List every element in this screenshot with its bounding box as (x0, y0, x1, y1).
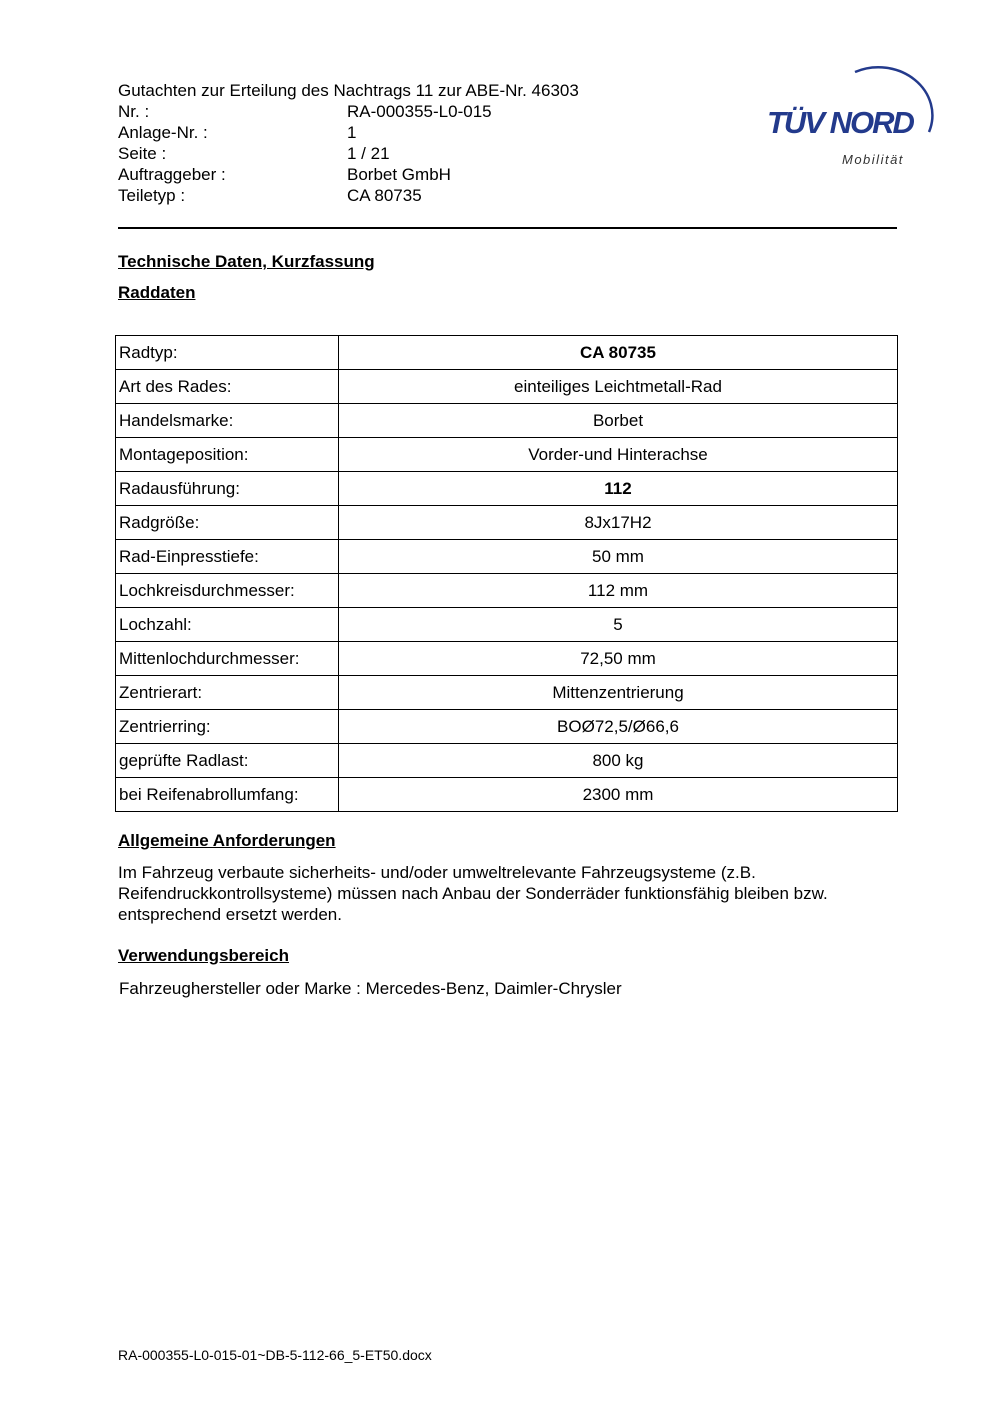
row-value: 72,50 mm (339, 642, 898, 676)
row-label: Zentrierring: (116, 710, 339, 744)
row-value: BOØ72,5/Ø66,6 (339, 710, 898, 744)
row-label: Mittenlochdurchmesser: (116, 642, 339, 676)
row-value: 50 mm (339, 540, 898, 574)
tuv-nord-logo (765, 58, 945, 173)
row-label: Lochkreisdurchmesser: (116, 574, 339, 608)
wheel-data-table (115, 335, 898, 812)
header-value: CA 80735 (347, 186, 422, 205)
table-row (116, 472, 898, 506)
row-label: geprüfte Radlast: (116, 744, 339, 778)
allg-paragraph (118, 862, 908, 925)
header-row-teiletyp (118, 185, 579, 206)
logo-wordmark: TÜV NORD (767, 105, 913, 140)
row-value: 5 (339, 608, 898, 642)
table-row (116, 574, 898, 608)
allg-line: Reifendruckkontrollsysteme) müssen nach Anbau der Sonderräder funktionsfähig bleiben bzw. (118, 884, 828, 903)
row-label: Art des Rades: (116, 370, 339, 404)
table-row (116, 370, 898, 404)
row-label: Lochzahl: (116, 608, 339, 642)
row-label: Radtyp: (116, 336, 339, 370)
header-value: 1 (347, 123, 357, 142)
section-heading-tech: Technische Daten, Kurzfassung (118, 252, 375, 271)
table-row (116, 608, 898, 642)
row-value: 2300 mm (339, 778, 898, 812)
table-row (116, 540, 898, 574)
verw-paragraph: Fahrzeughersteller oder Marke : Mercedes-Benz, Daimler-Chrysler (119, 979, 622, 998)
header-key: Teiletyp : (118, 186, 186, 205)
section-heading-verw: Verwendungsbereich (118, 946, 289, 965)
table-row (116, 404, 898, 438)
row-value: 112 mm (339, 574, 898, 608)
row-label: Radausführung: (116, 472, 339, 506)
row-label: Montageposition: (116, 438, 339, 472)
logo-subtitle: Mobilität (842, 152, 904, 167)
header-key: Auftraggeber : (118, 165, 226, 184)
row-value: Mittenzentrierung (339, 676, 898, 710)
row-value: Vorder-und Hinterachse (339, 438, 898, 472)
document-header (118, 80, 579, 206)
table-row (116, 676, 898, 710)
row-value: einteiliges Leichtmetall-Rad (339, 370, 898, 404)
row-value: Borbet (339, 404, 898, 438)
row-label: bei Reifenabrollumfang: (116, 778, 339, 812)
header-row-anlage (118, 122, 579, 143)
allg-line: Im Fahrzeug verbaute sicherheits- und/oder umweltrelevante Fahrzeugsysteme (z.B. (118, 863, 756, 882)
table-row (116, 710, 898, 744)
row-value: CA 80735 (339, 336, 898, 370)
table-row (116, 642, 898, 676)
table-row (116, 744, 898, 778)
row-label: Zentrierart: (116, 676, 339, 710)
allg-line: entsprechend ersetzt werden. (118, 905, 342, 924)
table-row (116, 336, 898, 370)
header-value: 1 / 21 (347, 144, 390, 163)
header-key: Nr. : (118, 102, 150, 121)
footer-filename: RA-000355-L0-015-01~DB-5-112-66_5-ET50.docx (118, 1347, 432, 1363)
section-heading-allg: Allgemeine Anforderungen (118, 831, 336, 850)
row-value: 112 (339, 472, 898, 506)
header-value: Borbet GmbH (347, 165, 451, 184)
header-key: Anlage-Nr. : (118, 123, 208, 142)
row-label: Handelsmarke: (116, 404, 339, 438)
table-row (116, 506, 898, 540)
header-value: RA-000355-L0-015 (347, 102, 492, 121)
header-row-seite (118, 143, 579, 164)
row-value: 800 kg (339, 744, 898, 778)
header-key: Seite : (118, 144, 167, 163)
row-label: Rad-Einpresstiefe: (116, 540, 339, 574)
table-row (116, 438, 898, 472)
row-value: 8Jx17H2 (339, 506, 898, 540)
row-label: Radgröße: (116, 506, 339, 540)
header-row-nr (118, 101, 579, 122)
table-row (116, 778, 898, 812)
header-row-auftraggeber (118, 164, 579, 185)
header-divider (118, 227, 897, 229)
section-heading-raddaten: Raddaten (118, 283, 196, 302)
document-title: Gutachten zur Erteilung des Nachtrags 11 zur ABE-Nr. 46303 (118, 81, 579, 100)
